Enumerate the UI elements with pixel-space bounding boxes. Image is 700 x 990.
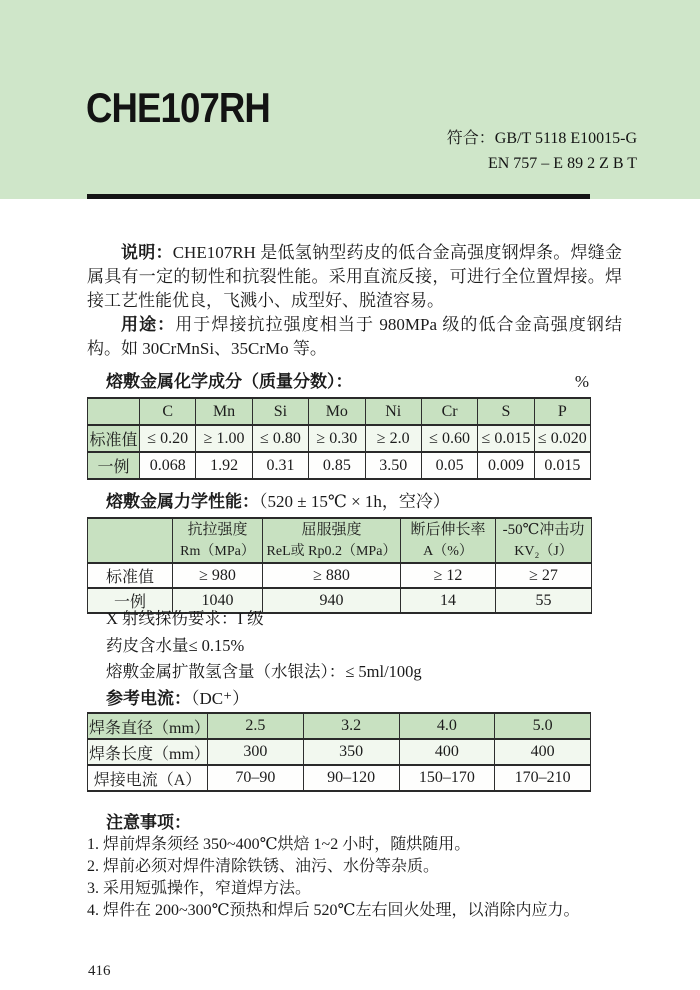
mech-value-cell: 55 <box>496 588 592 613</box>
intro-section <box>87 241 622 361</box>
mech-col-elongation: 断后伸长率 A（%） <box>401 518 496 563</box>
description-label: 说明： <box>121 243 173 262</box>
xray-requirement-line: X 射线探伤要求：I 级 <box>106 609 264 628</box>
chem-col-header: P <box>534 398 590 425</box>
chem-value-cell: ≤ 0.20 <box>140 425 196 452</box>
mech-table <box>87 517 592 614</box>
header-rule <box>87 194 590 199</box>
current-value-cell: 400 <box>495 739 591 765</box>
current-length-row <box>88 739 591 765</box>
mech-value-cell: ≥ 27 <box>496 563 592 588</box>
mech-section-title: 熔敷金属力学性能： <box>106 492 259 511</box>
current-table <box>87 712 591 792</box>
chem-value-cell: ≥ 0.30 <box>309 425 365 452</box>
mech-col-tensile: 抗拉强度 Rm（MPa） <box>173 518 263 563</box>
chem-standard-row <box>88 425 591 452</box>
mech-section-header <box>87 492 591 512</box>
current-value-cell: 150–170 <box>399 765 495 791</box>
requirements-block <box>87 606 422 686</box>
mech-col-impact: -50℃冲击功 KV₂（J） <box>496 518 592 563</box>
chem-value-cell: 3.50 <box>365 452 421 479</box>
current-value-cell: 4.0 <box>399 713 495 739</box>
chem-value-cell: ≥ 1.00 <box>196 425 252 452</box>
notes-list <box>87 834 579 922</box>
standard-gbt: GB/T 5118 E10015-G <box>494 130 637 147</box>
chem-value-cell: ≤ 0.015 <box>478 425 534 452</box>
current-section-header <box>87 689 591 709</box>
chem-col-header: Si <box>252 398 308 425</box>
chem-table <box>87 397 591 480</box>
chem-corner-cell <box>88 398 140 425</box>
current-value-cell: 2.5 <box>208 713 304 739</box>
chem-value-cell: 0.85 <box>309 452 365 479</box>
mech-condition: （520 ± 15℃ × 1h，空冷） <box>259 492 450 511</box>
mech-value-cell: 14 <box>401 588 496 613</box>
standard-line-en: EN 757 – E 89 2 Z B T <box>487 155 637 172</box>
current-value-cell: 3.2 <box>303 713 399 739</box>
chem-col-header: C <box>140 398 196 425</box>
mech-value-cell: ≥ 980 <box>173 563 263 588</box>
chem-value-cell: ≥ 2.0 <box>365 425 421 452</box>
chem-value-cell: 0.05 <box>421 452 477 479</box>
chem-col-header: Mn <box>196 398 252 425</box>
current-section-title: 参考电流： <box>106 689 191 708</box>
hero-banner <box>0 0 700 199</box>
mech-value-cell: 1040 <box>173 588 263 613</box>
current-value-cell: 170–210 <box>495 765 591 791</box>
chem-col-header: Cr <box>421 398 477 425</box>
description-text: CHE107RH 是低氢钠型药皮的低合金高强度钢焊条。焊缝金属具有一定的韧性和抗裂性能。采用直流反接，可进行全位置焊接。焊接工艺性能优良，飞溅小、成型好、脱渣容易。 <box>87 243 622 310</box>
usage-label: 用途： <box>121 315 176 334</box>
chem-value-cell: ≤ 0.020 <box>534 425 590 452</box>
current-value-cell: 300 <box>208 739 304 765</box>
note-item: 4. 焊件在 200~300℃预热和焊后 520℃左右回火处理，以消除内应力。 <box>87 902 580 919</box>
current-row-label: 焊条长度（mm） <box>88 739 208 765</box>
chem-example-row <box>88 452 591 479</box>
mech-row-label: 一例 <box>88 588 173 613</box>
mech-standard-row <box>88 563 592 588</box>
chem-value-cell: ≤ 0.60 <box>421 425 477 452</box>
note-item: 3. 采用短弧操作，窄道焊方法。 <box>87 880 312 897</box>
mech-value-cell: 940 <box>263 588 401 613</box>
chem-section-title: 熔敷金属化学成分（质量分数）： <box>106 372 353 391</box>
current-value-cell: 90–120 <box>303 765 399 791</box>
intro-paragraph-usage <box>87 313 622 361</box>
chem-col-header: Ni <box>365 398 421 425</box>
current-value-cell: 70–90 <box>208 765 304 791</box>
chem-value-cell: 0.31 <box>252 452 308 479</box>
notes-title: 注意事项： <box>106 813 191 832</box>
chem-value-cell: 1.92 <box>196 452 252 479</box>
product-title: CHE107RH <box>86 84 270 131</box>
moisture-requirement-line: 药皮含水量≤ 0.15% <box>106 635 245 655</box>
current-dc-label: （DC⁺） <box>191 689 250 708</box>
current-value-cell: 400 <box>399 739 495 765</box>
current-row-label: 焊条直径（mm） <box>88 713 208 739</box>
mech-value-cell: ≥ 12 <box>401 563 496 588</box>
note-item: 2. 焊前必须对焊件清除铁锈、油污、水份等杂质。 <box>87 858 440 875</box>
note-item: 1. 焊前焊条须经 350~400℃烘焙 1~2 小时，随烘随用。 <box>87 836 471 853</box>
notes-section <box>87 812 579 922</box>
intro-paragraph-description <box>87 241 622 313</box>
hydrogen-requirement-line: 熔敷金属扩散氢含量（水银法）：≤ 5ml/100g <box>106 662 422 681</box>
mech-corner-cell <box>88 518 173 563</box>
chem-value-cell: 0.009 <box>478 452 534 479</box>
chem-section-header <box>87 372 591 392</box>
chem-col-header: S <box>478 398 534 425</box>
current-row-label: 焊接电流（A） <box>88 765 208 791</box>
page-number: 416 <box>88 963 111 979</box>
chem-row-label: 一例 <box>88 452 140 479</box>
chem-col-header: Mo <box>309 398 365 425</box>
mech-header-row <box>88 518 592 563</box>
current-value-cell: 5.0 <box>495 713 591 739</box>
chem-value-cell: ≤ 0.80 <box>252 425 308 452</box>
standards-block <box>447 126 637 176</box>
mech-row-label: 标准值 <box>88 563 173 588</box>
current-diameter-row <box>88 713 591 739</box>
chem-header-row <box>88 398 591 425</box>
mech-value-cell: ≥ 880 <box>263 563 401 588</box>
standard-line-gbt <box>447 126 637 151</box>
usage-text: 用于焊接抗拉强度相当于 980MPa 级的低合金高强度钢结构。如 30CrMnSi、35CrMo 等。 <box>87 315 622 358</box>
mech-col-yield: 屈服强度 ReL或 Rp0.2（MPa） <box>263 518 401 563</box>
chem-value-cell: 0.015 <box>534 452 590 479</box>
chem-row-label: 标准值 <box>88 425 140 452</box>
current-value-cell: 350 <box>303 739 399 765</box>
conform-label: 符合： <box>446 130 495 147</box>
chem-unit: % <box>574 372 589 391</box>
current-amperage-row <box>88 765 591 791</box>
chem-value-cell: 0.068 <box>140 452 196 479</box>
